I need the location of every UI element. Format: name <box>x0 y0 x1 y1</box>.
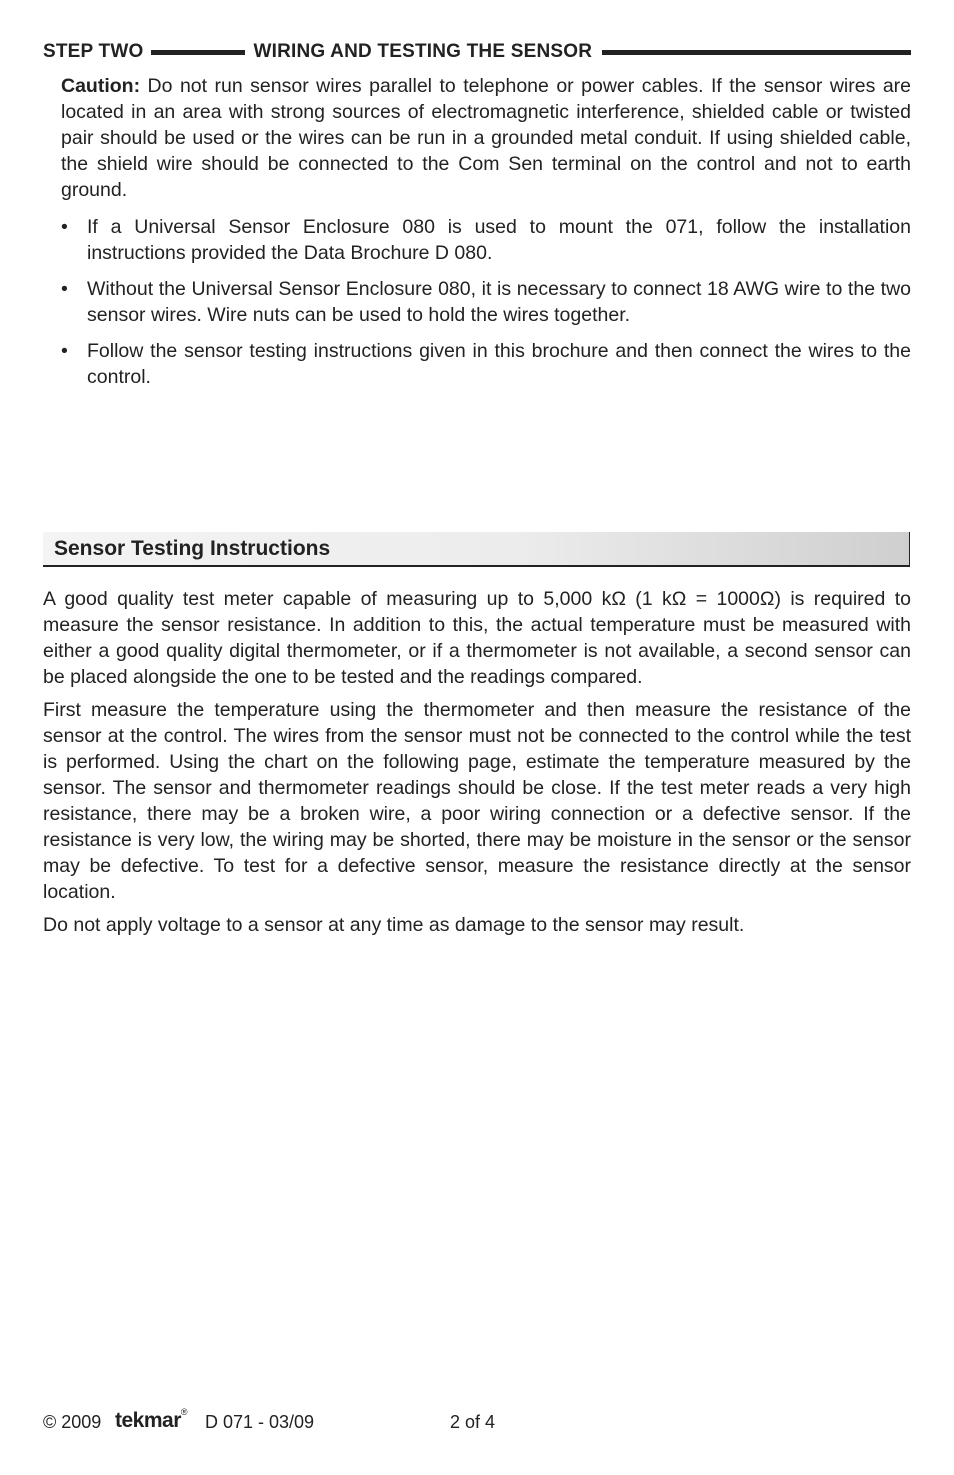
list-item-text: Follow the sensor testing instructions given in this brochure and then connect the wires to the control. <box>87 340 911 388</box>
page-footer <box>43 1409 543 1435</box>
instruction-list <box>61 214 911 400</box>
section-title: Sensor Testing Instructions <box>54 537 331 560</box>
step-title: WIRING AND TESTING THE SENSOR <box>253 41 593 62</box>
header-rule-short <box>151 50 245 55</box>
list-item <box>61 338 911 390</box>
body-paragraph: Do not apply voltage to a sensor at any time as damage to the sensor may result. <box>43 914 745 936</box>
list-item <box>61 276 911 328</box>
list-item-text: Without the Universal Sensor Enclosure 080, it is necessary to connect 18 AWG wire to the two sensor wires. Wire nuts can be used to hold the wires together. <box>87 278 911 326</box>
caution-text: Do not run sensor wires parallel to telephone or power cables. If the sensor wires are located in an area with strong sources of electromagnetic interference, shielded cable or twisted pair should be used or the wires can be run in a grounded metal conduit. If using shielded cable, the shield wire should be connected to the Com Sen terminal on the control and not to earth ground. <box>61 75 911 201</box>
registered-mark: ® <box>180 1407 188 1417</box>
bullet-icon: • <box>61 278 68 300</box>
body-paragraph: A good quality test meter capable of measuring up to 5,000 kΩ (1 kΩ = 1000Ω) is required to measure the sensor resistance. In addition to this, the actual temperature must be measured with either a good quality digital thermometer, or if a thermometer is not available, a second sensor can be placed alongside the one to be tested and the readings compared. <box>43 588 911 688</box>
page-number: 2 of 4 <box>450 1412 496 1432</box>
caution-paragraph <box>61 73 911 203</box>
section-heading-bar <box>43 532 910 567</box>
list-item-text: If a Universal Sensor Enclosure 080 is used to mount the 071, follow the installation instructions provided the Data Brochure D 080. <box>87 216 911 264</box>
caution-label: Caution: <box>61 75 141 97</box>
header-rule-long <box>602 50 911 55</box>
body-paragraph: First measure the temperature using the thermometer and then measure the resistance of the sensor at the control. The wires from the sensor must not be connected to the control while the test is performed. Using the chart on the following page, estimate the temperature measured by the sensor. The sensor and thermometer readings should be close. If the test meter reads a very high resistance, there may be a broken wire, a poor wiring connection or a defective sensor. If the resistance is very low, the wiring may be shorted, there may be moisture in the sensor or the sensor may be defective. To test for a defective sensor, measure the resistance directly at the sensor location. <box>43 699 911 903</box>
section-body <box>43 586 911 945</box>
step-label: STEP TWO <box>43 41 144 62</box>
bullet-icon: • <box>61 216 68 238</box>
bullet-icon: • <box>61 340 68 362</box>
document-id: D 071 - 03/09 <box>205 1412 315 1432</box>
step-header <box>43 40 911 64</box>
logo-text: tekmar <box>115 1409 181 1432</box>
tekmar-logo <box>115 1409 187 1433</box>
list-item <box>61 214 911 266</box>
copyright: © 2009 <box>43 1412 102 1432</box>
